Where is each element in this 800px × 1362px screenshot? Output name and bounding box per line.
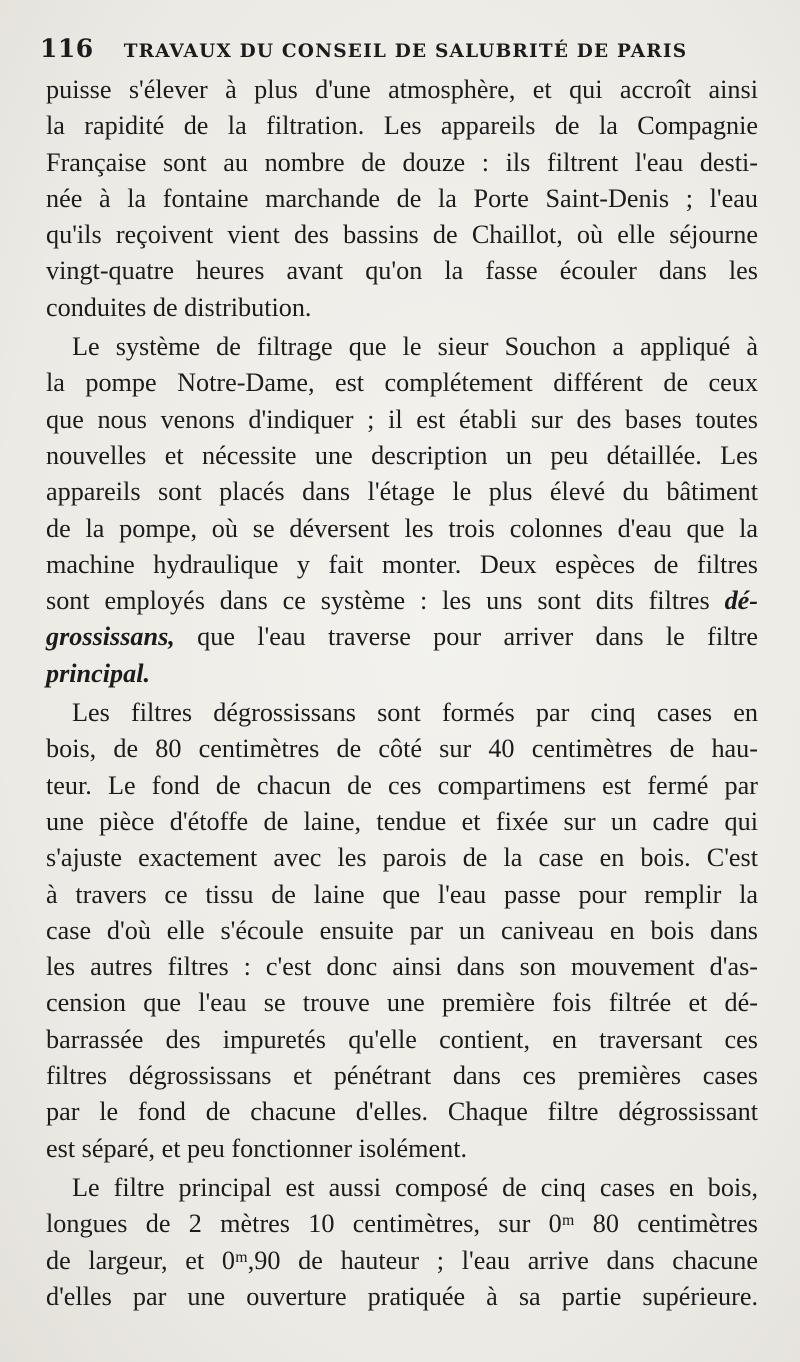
text-line: Française sont au nombre de douze : ils filtrent l'eau desti- — [46, 147, 758, 177]
text-line: d'elles par une ouverture pratiquée à sa partie supérieure. — [46, 1281, 758, 1311]
paragraph-1 — [46, 72, 758, 326]
text-line: conduites de distribution. — [46, 292, 312, 322]
text-line-mixed — [46, 583, 758, 619]
text-line: de la pompe, où se déversent les trois colonnes d'eau que la — [46, 513, 758, 543]
body-text — [46, 72, 758, 1315]
text-line — [46, 656, 758, 692]
page-header — [40, 34, 760, 68]
paragraph-3 — [46, 695, 758, 1167]
text-line: est séparé, et peu fonctionner isolément. — [46, 1133, 468, 1163]
text-line: à travers ce tissu de laine que l'eau passe pour remplir la — [46, 879, 758, 909]
paragraph-4 — [46, 1170, 758, 1315]
italic-term: principal. — [46, 658, 151, 688]
italic-term: dé- — [724, 586, 759, 616]
text-line: nouvelles et nécessite une description un peu détaillée. Les — [46, 440, 758, 470]
text-line: qu'ils reçoivent vient des bassins de Chaillot, où elle séjourne — [46, 220, 758, 250]
text-line: s'ajuste exactement avec les parois de la case en bois. C'est — [46, 843, 758, 873]
text-line: Le filtre principal est aussi composé de cinq cases en bois, — [72, 1172, 758, 1202]
text-line: une pièce d'étoffe de laine, tendue et fixée sur un cadre qui — [46, 806, 758, 836]
text-span: que l'eau traverse pour arriver dans le filtre — [174, 622, 758, 652]
text-line-mixed — [46, 619, 758, 655]
italic-term: grossissans, — [46, 622, 175, 652]
text-line: Les filtres dégrossissans sont formés par cinq cases en — [72, 698, 758, 728]
text-line: par le fond de chacune d'elles. Chaque filtre dégrossissant — [46, 1097, 758, 1127]
text-span: sont employés dans ce système : les uns sont dits filtres — [46, 586, 710, 616]
text-line: de largeur, et 0ᵐ,90 de hauteur ; l'eau arrive dans chacune — [46, 1245, 758, 1275]
text-line: née à la fontaine marchande de la Porte Saint-Denis ; l'eau — [46, 183, 758, 213]
text-line: vingt-quatre heures avant qu'on la fasse écouler dans les — [46, 256, 758, 286]
text-line: filtres dégrossissans et pénétrant dans ces premières cases — [46, 1061, 758, 1091]
text-line: que nous venons d'indiquer ; il est établi sur des bases toutes — [46, 404, 758, 434]
text-line: machine hydraulique y fait monter. Deux espèces de filtres — [46, 549, 758, 579]
text-line: les autres filtres : c'est donc ainsi dans son mouvement d'as- — [46, 952, 758, 982]
paragraph-2 — [46, 329, 758, 692]
text-line: teur. Le fond de chacun de ces compartimens est fermé par — [46, 770, 758, 800]
running-title: TRAVAUX DU CONSEIL DE SALUBRITÉ DE PARIS — [123, 41, 688, 62]
text-line: bois, de 80 centimètres de côté sur 40 centimètres de hau- — [46, 734, 758, 764]
text-line: puisse s'élever à plus d'une atmosphère, et qui accroît ainsi — [46, 75, 758, 104]
text-line: la pompe Notre-Dame, est complétement différent de ceux — [46, 368, 758, 398]
text-line: case d'où elle s'écoule ensuite par un caniveau en bois dans — [46, 915, 758, 945]
page-number: 116 — [40, 34, 94, 63]
text-line: longues de 2 mètres 10 centimètres, sur 0ᵐ 80 centimètres — [46, 1209, 758, 1239]
text-line: appareils sont placés dans l'étage le plus élevé du bâtiment — [46, 477, 758, 507]
text-line: Le système de filtrage que le sieur Souchon a appliqué à — [72, 332, 758, 362]
text-line: cension que l'eau se trouve une première fois filtrée et dé- — [46, 988, 758, 1018]
text-line: la rapidité de la filtration. Les appareils de la Compagnie — [46, 111, 758, 141]
text-line: barrassée des impuretés qu'elle contient, en traversant ces — [46, 1024, 758, 1054]
